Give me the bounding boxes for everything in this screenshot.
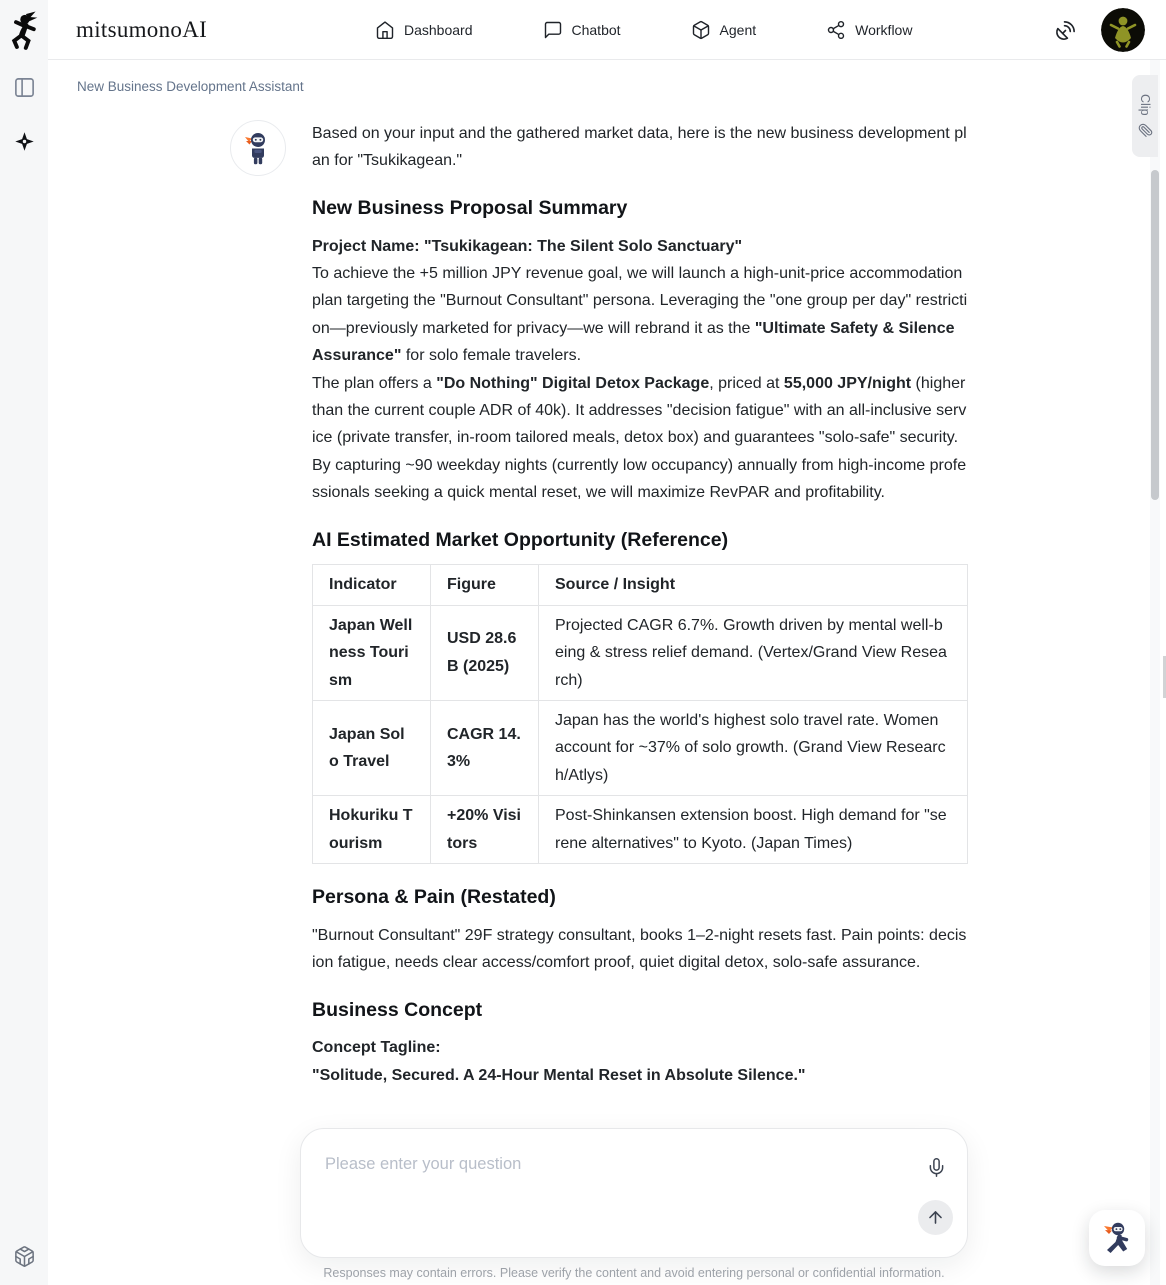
paperclip-icon	[1138, 123, 1153, 138]
table-row	[313, 605, 968, 700]
cell-source: Japan has the world's highest solo travel rate. Women account for ~37% of solo growth. (Grand View Research/Atlys)	[539, 700, 968, 795]
section-title-concept: Business Concept	[312, 998, 483, 1021]
home-icon	[375, 20, 395, 40]
nav-item-agent[interactable]	[691, 20, 757, 40]
cell-indicator: Japan Solo Travel	[313, 700, 431, 795]
summary-text: , priced at	[709, 374, 784, 392]
column-header: Source / Insight	[539, 565, 968, 605]
clip-tab-label: Clip	[1138, 94, 1152, 116]
contact-button[interactable]	[1054, 19, 1077, 42]
main-nav	[375, 0, 912, 60]
cell-source: Post-Shinkansen extension boost. High demand for "serene alternatives" to Kyoto. (Japan Times)	[539, 796, 968, 864]
mic-button[interactable]	[926, 1157, 947, 1178]
question-input[interactable]	[301, 1129, 967, 1257]
section-title-summary: New Business Proposal Summary	[312, 196, 628, 219]
nav-item-chatbot[interactable]	[543, 20, 621, 40]
codesandbox-icon	[13, 1245, 36, 1268]
summary-bold: "Do Nothing" Digital Detox Package	[436, 374, 710, 392]
user-avatar-ninja-icon	[1101, 8, 1145, 52]
header-right	[1054, 0, 1145, 60]
sandbox-cube-button[interactable]	[9, 1241, 39, 1271]
assistant-ninja-icon	[238, 128, 278, 168]
sparkle-icon	[13, 130, 36, 153]
ai-sparkle-button[interactable]	[9, 126, 39, 156]
section-title-market: AI Estimated Market Opportunity (Reference)	[312, 528, 729, 551]
running-ninja-icon	[8, 11, 40, 51]
column-header: Figure	[431, 565, 539, 605]
summary-bold: "Ultimate Safety & Silence Assurance"	[312, 319, 955, 365]
column-header: Indicator	[313, 565, 431, 605]
cube-icon	[691, 20, 711, 40]
send-button[interactable]	[918, 1200, 953, 1235]
assistant-fab[interactable]	[1089, 1210, 1145, 1266]
summary-text: To achieve the +5 million JPY revenue goal, we will launch a high-unit-price accommodation plan targeting the "Burnout Consultant" persona. Leveraging the "one group per day" restriction—previously marketed for privacy—we will rebrand it as the	[312, 264, 968, 337]
left-sidebar	[0, 0, 48, 1285]
chat-scrollbar-thumb[interactable]	[1151, 170, 1159, 500]
sidebar-toggle-button[interactable]	[9, 72, 39, 102]
top-header	[48, 0, 1166, 60]
satellite-dish-icon	[1054, 19, 1077, 42]
breadcrumb: New Business Development Assistant	[77, 79, 304, 94]
concept-tagline: "Solitude, Secured. A 24-Hour Mental Reset in Absolute Silence."	[312, 1066, 806, 1084]
section-title-persona: Persona & Pain (Restated)	[312, 886, 556, 908]
main-area	[48, 0, 1166, 1285]
composer	[300, 1128, 968, 1280]
cell-indicator: Hokuriku Tourism	[313, 796, 431, 864]
table-header-row	[313, 565, 968, 605]
concept-tagline-label: Concept Tagline:	[312, 1039, 441, 1057]
summary-bold: 55,000 JPY/night	[783, 374, 912, 392]
nav-item-workflow[interactable]	[826, 20, 912, 40]
cell-indicator: Japan Wellness Tourism	[313, 605, 431, 700]
composer-box	[300, 1128, 968, 1258]
summary-text: for solo female travelers.	[401, 347, 582, 365]
brand-logo-icon[interactable]	[4, 8, 44, 54]
arrow-up-icon	[926, 1208, 945, 1227]
message-intro: Based on your input and the gathered market data, here is the new business development plan for "Tsukikagean."	[312, 125, 967, 170]
summary-paragraph	[312, 233, 968, 507]
mic-icon	[926, 1157, 947, 1178]
nav-label: Dashboard	[404, 22, 473, 38]
cell-figure: +20% Visitors	[431, 796, 539, 864]
nav-label: Workflow	[855, 22, 913, 38]
table-row	[313, 796, 968, 864]
market-table	[312, 564, 968, 864]
cell-source: Projected CAGR 6.7%. Growth driven by mental well-being & stress relief demand. (Vertex/Grand View Research)	[539, 605, 968, 700]
clip-tab[interactable]	[1132, 75, 1158, 157]
assistant-avatar	[230, 120, 286, 176]
assistant-message	[230, 120, 1152, 1107]
brand-name[interactable]: mitsumonoAI	[76, 17, 208, 42]
table-row	[313, 700, 968, 795]
chat-bubble-icon	[543, 20, 563, 40]
nav-item-dashboard[interactable]	[375, 20, 473, 40]
composer-disclaimer: Responses may contain errors. Please verify the content and avoid entering personal or confidential information.	[323, 1266, 945, 1280]
nav-label: Agent	[719, 22, 757, 38]
chat-area	[48, 60, 1152, 1285]
cell-figure: USD 28.6B (2025)	[431, 605, 539, 700]
ninja-mascot-icon	[1097, 1218, 1137, 1258]
summary-text: The plan offers a	[312, 374, 437, 392]
user-avatar[interactable]	[1101, 8, 1145, 52]
concept-paragraph	[312, 1034, 968, 1089]
summary-text: (higher than the current couple ADR of 40k). It addresses "decision fatigue" with an all-inclusive service (private transfer, in-room tailored meals, detox box) and guarantees "solo-safe" security. By capturing ~90 weekday nights (currently low occupancy) annually from high-income professionals seeking a quick mental reset, we will maximize RevPAR and profitability.	[312, 374, 967, 502]
share-network-icon	[826, 20, 846, 40]
project-name: Project Name: "Tsukikagean: The Silent Solo Sanctuary"	[312, 237, 743, 255]
chat-scrollbar-track[interactable]	[1150, 60, 1160, 1285]
persona-paragraph: "Burnout Consultant" 29F strategy consultant, books 1–2-night resets fast. Pain points: decision fatigue, needs clear access/comfort proof, quiet digital detox, solo-safe assurance.	[312, 926, 967, 972]
cell-figure: CAGR 14.3%	[431, 700, 539, 795]
panel-left-icon	[13, 76, 36, 99]
nav-label: Chatbot	[571, 22, 621, 38]
assistant-message-content	[312, 120, 968, 1107]
